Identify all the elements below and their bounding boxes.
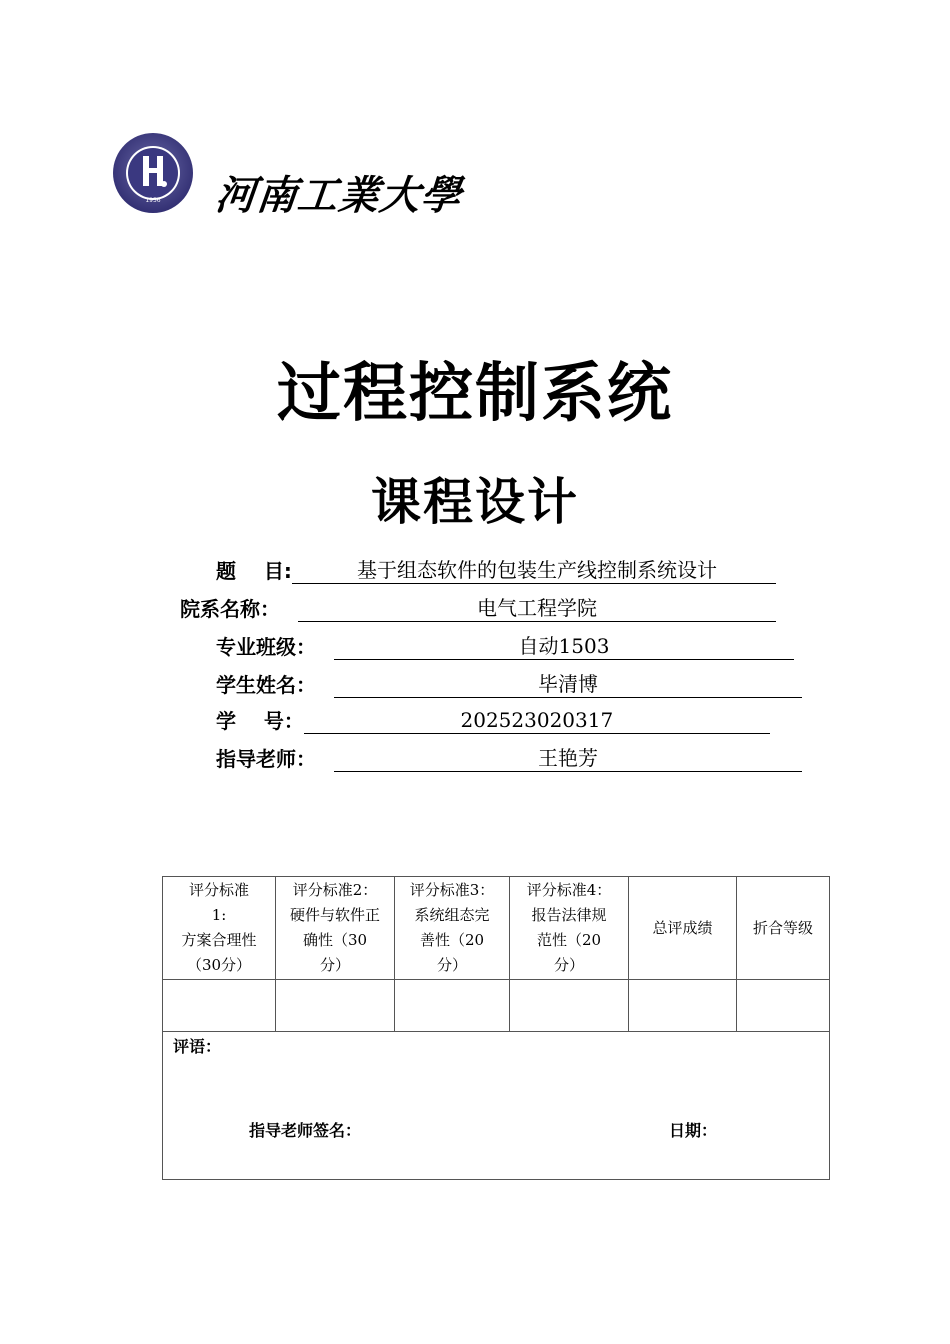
score-cell-2 — [276, 980, 395, 1032]
university-name: 河南工業大學 — [213, 172, 465, 219]
name-label: 学生姓名： — [216, 673, 316, 697]
document-subtitle: 课程设计 — [371, 473, 579, 531]
grading-table — [162, 876, 830, 1180]
total-score-header: 总评成绩 — [629, 877, 737, 980]
dept-row — [180, 592, 776, 622]
class-label: 专业班级： — [216, 635, 316, 659]
class-row — [216, 630, 794, 660]
comment-label: 评语： — [173, 1037, 222, 1056]
date-label: 日期： — [669, 1121, 718, 1140]
criterion-3-header: 评分标准3： 系统组态完 善性（20 分） — [395, 877, 510, 980]
dept-label: 院系名称： — [180, 597, 280, 621]
score-cell-total — [629, 980, 737, 1032]
id-label: 学 号： — [216, 709, 304, 733]
criterion-2-header: 评分标准2： 硬件与软件正 确性（30 分） — [276, 877, 395, 980]
document-title: 过程控制系统 — [277, 357, 673, 431]
criterion-1-header: 评分标准 1: 方案合理性 （30分） — [163, 877, 276, 980]
university-seal-icon — [112, 132, 194, 214]
topic-row — [216, 554, 776, 584]
topic-label: 题 目: — [216, 559, 292, 583]
advisor-signature-label: 指导老师签名： — [249, 1121, 362, 1140]
score-cell-1 — [163, 980, 276, 1032]
logo-year: 1956 — [145, 197, 161, 204]
university-logo — [112, 132, 194, 218]
id-row — [216, 704, 770, 734]
grading-header-row — [163, 877, 830, 980]
id-value: 202523020317 — [304, 707, 770, 734]
grade-level-header: 折合等级 — [737, 877, 830, 980]
score-cell-3 — [395, 980, 510, 1032]
advisor-row — [216, 742, 802, 772]
score-cell-4 — [510, 980, 629, 1032]
comment-cell — [163, 1032, 830, 1180]
advisor-label: 指导老师： — [216, 747, 316, 771]
criterion-4-header: 评分标准4： 报告法律规 范性（20 分） — [510, 877, 629, 980]
topic-value: 基于组态软件的包装生产线控制系统设计 — [292, 557, 776, 584]
class-value: 自动1503 — [334, 633, 794, 660]
score-cell-level — [737, 980, 830, 1032]
grading-score-row — [163, 980, 830, 1032]
comment-row — [163, 1032, 830, 1180]
advisor-value: 王艳芳 — [334, 745, 802, 772]
name-row — [216, 668, 802, 698]
dept-value: 电气工程学院 — [298, 595, 776, 622]
name-value: 毕清博 — [334, 671, 802, 698]
